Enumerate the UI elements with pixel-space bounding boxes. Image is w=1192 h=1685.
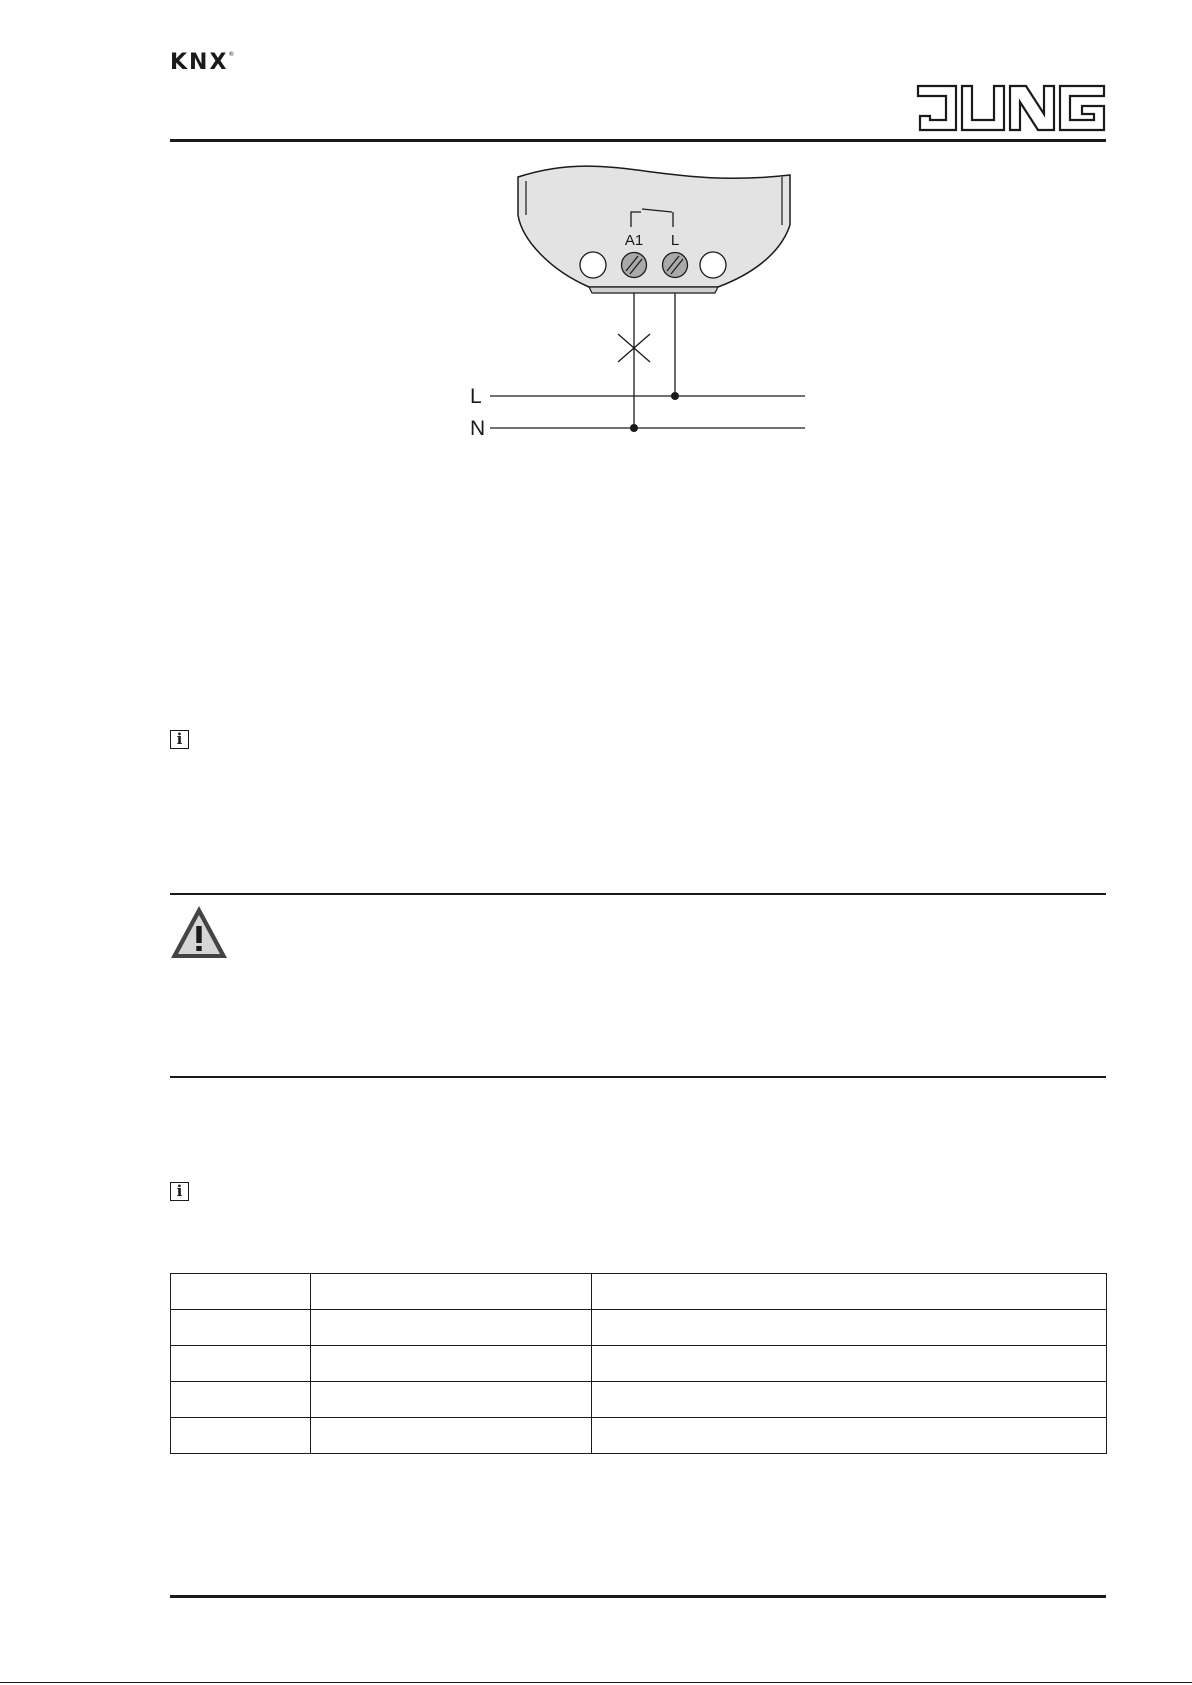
table-cell — [311, 1382, 592, 1418]
knx-logo — [170, 52, 234, 74]
jung-logo-label: JUNG — [916, 69, 960, 86]
table-cell — [311, 1346, 592, 1382]
table-row — [171, 1382, 1107, 1418]
terminal-l-screw — [663, 253, 688, 278]
page-edge-line — [0, 1682, 1192, 1683]
table-cell — [171, 1310, 311, 1346]
terminal-left-empty — [580, 252, 606, 278]
device-housing — [518, 166, 790, 287]
registered-mark: ® — [228, 51, 235, 58]
terminal-a1-screw — [622, 253, 647, 278]
terminal-a1-label: A1 — [624, 232, 644, 249]
table-cell — [311, 1274, 592, 1310]
supply-line-n-label: N — [470, 417, 486, 440]
warning-top-rule — [170, 893, 1106, 895]
info-icon: i — [170, 730, 189, 749]
table-row — [171, 1310, 1107, 1346]
table-cell — [592, 1418, 1107, 1454]
info-icon: i — [170, 1182, 189, 1201]
table-cell — [171, 1382, 311, 1418]
terminal-l-label: L — [670, 232, 680, 249]
warning-bottom-rule — [170, 1076, 1106, 1078]
table-cell — [171, 1274, 311, 1310]
junction-l — [671, 392, 679, 400]
table-cell — [311, 1310, 592, 1346]
table-cell — [171, 1346, 311, 1382]
table-row — [171, 1418, 1107, 1454]
table-row — [171, 1274, 1107, 1310]
knx-logo-text: KNX — [170, 50, 229, 75]
table-cell — [592, 1346, 1107, 1382]
jung-logo — [916, 69, 1106, 134]
table-cell — [592, 1382, 1107, 1418]
table-cell — [592, 1310, 1107, 1346]
header-rule — [170, 139, 1106, 142]
table-row — [171, 1346, 1107, 1382]
supply-line-l-label: L — [470, 385, 482, 408]
data-table — [170, 1273, 1107, 1454]
footer-rule — [170, 1595, 1106, 1598]
table-cell — [592, 1274, 1107, 1310]
table-cell — [171, 1418, 311, 1454]
junction-n — [630, 424, 638, 432]
terminal-right-empty — [700, 252, 726, 278]
table-cell — [311, 1418, 592, 1454]
wiring-diagram — [460, 155, 820, 445]
warning-icon — [169, 904, 229, 960]
